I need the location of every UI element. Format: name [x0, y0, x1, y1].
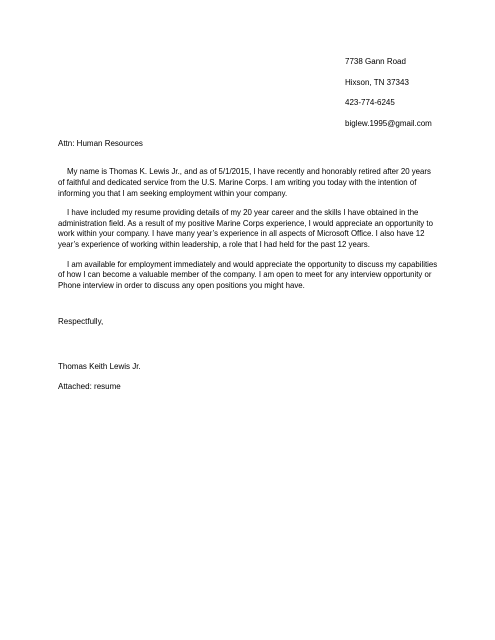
address-street: 7738 Gann Road	[345, 57, 406, 66]
address-city: Hixson, TN 37343	[345, 77, 409, 87]
attention-line: Attn: Human Resources	[58, 139, 143, 148]
paragraph-1: My name is Thomas K. Lewis Jr., and as of 5/1/2015, I have recently and honorably retired after 20 years of faithful and dedicated service from the U.S. Marine Corps. I am writing you today with the intention of informing you that I am seeking employment within your company.	[58, 167, 431, 198]
signature-name: Thomas Keith Lewis Jr.	[58, 362, 141, 371]
attachment-note: Attached: resume	[58, 382, 121, 391]
sender-address	[345, 57, 432, 139]
paragraph-3: I am available for employment immediately and would appreciate the opportunity to discuss my capabilities of how I can become a valuable member of the company. I am open to meet for any interview opportunity or Phone interview in order to discuss any open positions you might have.	[58, 259, 438, 291]
address-email: biglew.1995@gmail.com	[345, 118, 432, 128]
closing-salutation: Respectfully,	[58, 317, 104, 326]
paragraph-2: I have included my resume providing details of my 20 year career and the skills I have obtained in the administration field. As a result of my positive Marine Corps experience, I would appreciate an opportunity to work within your company. I have many year’s experience in all aspects of Microsoft Office. I also have 12 year’s experience of working within leadership, a role that I had held for the past 12 years.	[58, 207, 433, 250]
address-phone: 423-774-6245	[345, 98, 395, 107]
letter-body	[58, 167, 438, 300]
